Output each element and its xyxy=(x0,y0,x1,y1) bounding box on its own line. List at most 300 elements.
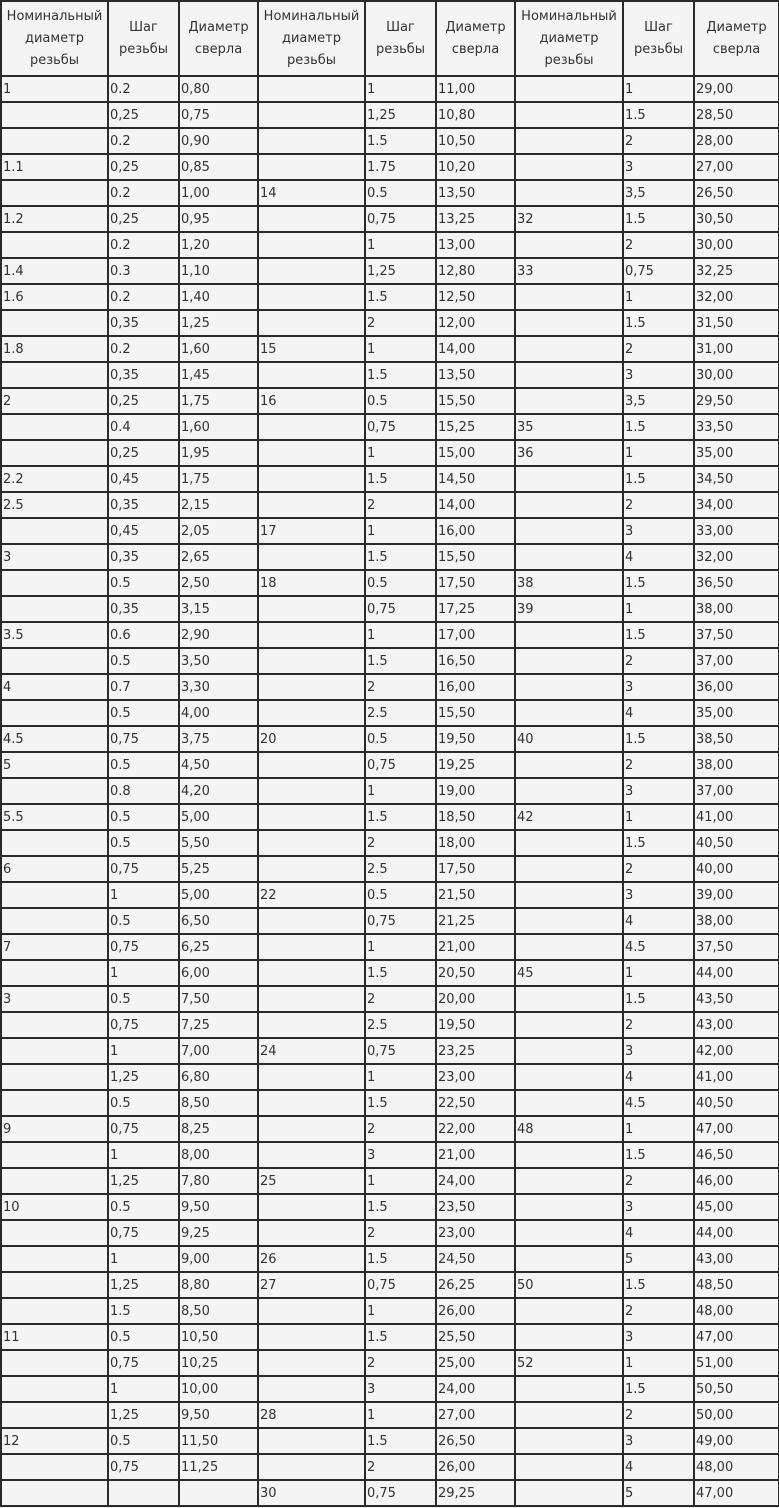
drill-diameter-cell: 21,00 xyxy=(436,1142,515,1168)
drill-diameter-cell: 12,50 xyxy=(436,284,515,310)
nominal-diameter-cell: 25 xyxy=(258,1168,365,1194)
nominal-diameter-cell xyxy=(515,518,623,544)
nominal-diameter-cell: 52 xyxy=(515,1350,623,1376)
nominal-diameter-cell: 14 xyxy=(258,180,365,206)
table-row xyxy=(1,1428,779,1454)
nominal-diameter-cell xyxy=(258,1454,365,1480)
nominal-diameter-cell: 50 xyxy=(515,1272,623,1298)
thread-pitch-cell: 0,75 xyxy=(365,596,436,622)
nominal-diameter-cell xyxy=(515,934,623,960)
thread-pitch-cell: 0.5 xyxy=(108,648,179,674)
drill-diameter-cell: 49,00 xyxy=(694,1428,779,1454)
thread-pitch-cell: 4 xyxy=(623,1220,694,1246)
table-row xyxy=(1,1480,779,1506)
drill-diameter-cell: 8,25 xyxy=(179,1116,258,1142)
drill-diameter-cell: 23,50 xyxy=(436,1194,515,1220)
nominal-diameter-cell xyxy=(1,830,108,856)
drill-diameter-cell: 22,00 xyxy=(436,1116,515,1142)
thread-pitch-cell: 1.5 xyxy=(623,466,694,492)
thread-pitch-cell: 0.4 xyxy=(108,414,179,440)
nominal-diameter-cell xyxy=(515,232,623,258)
nominal-diameter-cell xyxy=(258,466,365,492)
header-drill-diameter-1: Диаметр сверла xyxy=(179,1,258,76)
thread-pitch-cell: 1.5 xyxy=(365,544,436,570)
nominal-diameter-cell: 1.4 xyxy=(1,258,108,284)
drill-diameter-cell: 15,50 xyxy=(436,700,515,726)
table-row xyxy=(1,778,779,804)
nominal-diameter-cell xyxy=(1,1220,108,1246)
nominal-diameter-cell: 33 xyxy=(515,258,623,284)
thread-pitch-cell: 2 xyxy=(623,1012,694,1038)
table-row xyxy=(1,440,779,466)
thread-pitch-cell: 0.5 xyxy=(365,180,436,206)
nominal-diameter-cell: 5 xyxy=(1,752,108,778)
thread-pitch-cell: 0.5 xyxy=(108,700,179,726)
nominal-diameter-cell xyxy=(515,1090,623,1116)
nominal-diameter-cell xyxy=(258,752,365,778)
drill-diameter-cell: 23,00 xyxy=(436,1220,515,1246)
thread-pitch-cell: 2 xyxy=(623,232,694,258)
thread-pitch-cell: 1.5 xyxy=(365,1428,436,1454)
drill-diameter-cell: 17,00 xyxy=(436,622,515,648)
drill-diameter-cell: 7,25 xyxy=(179,1012,258,1038)
thread-pitch-cell: 0.5 xyxy=(108,908,179,934)
nominal-diameter-cell: 20 xyxy=(258,726,365,752)
table-row xyxy=(1,128,779,154)
drill-diameter-cell: 1,20 xyxy=(179,232,258,258)
thread-pitch-cell: 5 xyxy=(623,1246,694,1272)
drill-diameter-cell: 4,50 xyxy=(179,752,258,778)
nominal-diameter-cell xyxy=(515,154,623,180)
nominal-diameter-cell xyxy=(1,1246,108,1272)
nominal-diameter-cell: 1 xyxy=(1,76,108,102)
nominal-diameter-cell xyxy=(515,674,623,700)
thread-pitch-cell: 0,75 xyxy=(623,258,694,284)
drill-diameter-cell: 22,50 xyxy=(436,1090,515,1116)
thread-pitch-cell: 0,75 xyxy=(365,752,436,778)
thread-pitch-cell: 1.5 xyxy=(623,1272,694,1298)
drill-diameter-cell: 47,00 xyxy=(694,1116,779,1142)
table-row xyxy=(1,934,779,960)
thread-pitch-cell: 1 xyxy=(108,1376,179,1402)
thread-pitch-cell: 1 xyxy=(365,518,436,544)
drill-diameter-cell: 7,80 xyxy=(179,1168,258,1194)
nominal-diameter-cell xyxy=(258,544,365,570)
thread-pitch-cell: 0.5 xyxy=(108,986,179,1012)
thread-pitch-cell: 0,75 xyxy=(365,1038,436,1064)
thread-pitch-cell: 0,75 xyxy=(365,1272,436,1298)
table-row xyxy=(1,882,779,908)
header-thread-pitch-2: Шаг резьбы xyxy=(365,1,436,76)
drill-diameter-cell: 13,50 xyxy=(436,362,515,388)
drill-diameter-cell: 0,90 xyxy=(179,128,258,154)
drill-diameter-cell: 9,50 xyxy=(179,1194,258,1220)
nominal-diameter-cell xyxy=(258,128,365,154)
nominal-diameter-cell xyxy=(515,466,623,492)
drill-diameter-cell: 17,25 xyxy=(436,596,515,622)
nominal-diameter-cell: 22 xyxy=(258,882,365,908)
drill-diameter-cell: 40,50 xyxy=(694,1090,779,1116)
nominal-diameter-cell xyxy=(515,1142,623,1168)
drill-diameter-cell: 3,75 xyxy=(179,726,258,752)
thread-pitch-cell: 3 xyxy=(623,1324,694,1350)
thread-pitch-cell: 3,5 xyxy=(623,180,694,206)
nominal-diameter-cell: 18 xyxy=(258,570,365,596)
drill-diameter-cell: 50,00 xyxy=(694,1402,779,1428)
nominal-diameter-cell xyxy=(258,1142,365,1168)
thread-pitch-cell: 0,75 xyxy=(365,414,436,440)
drill-diameter-cell: 19,25 xyxy=(436,752,515,778)
nominal-diameter-cell xyxy=(258,1428,365,1454)
thread-pitch-cell: 0.5 xyxy=(365,882,436,908)
nominal-diameter-cell xyxy=(1,1142,108,1168)
nominal-diameter-cell xyxy=(515,908,623,934)
thread-pitch-cell: 0,35 xyxy=(108,310,179,336)
drill-diameter-cell: 8,80 xyxy=(179,1272,258,1298)
thread-pitch-cell: 0,75 xyxy=(108,1116,179,1142)
nominal-diameter-cell xyxy=(1,1064,108,1090)
drill-diameter-cell: 6,80 xyxy=(179,1064,258,1090)
nominal-diameter-cell xyxy=(1,1480,108,1506)
nominal-diameter-cell xyxy=(515,1220,623,1246)
nominal-diameter-cell xyxy=(515,830,623,856)
nominal-diameter-cell xyxy=(515,388,623,414)
nominal-diameter-cell: 30 xyxy=(258,1480,365,1506)
thread-pitch-cell: 4 xyxy=(623,1064,694,1090)
nominal-diameter-cell xyxy=(258,232,365,258)
nominal-diameter-cell xyxy=(258,1324,365,1350)
drill-diameter-cell: 30,00 xyxy=(694,362,779,388)
nominal-diameter-cell: 4.5 xyxy=(1,726,108,752)
thread-pitch-cell: 2.5 xyxy=(365,856,436,882)
thread-pitch-cell: 0,45 xyxy=(108,466,179,492)
nominal-diameter-cell xyxy=(258,414,365,440)
thread-pitch-cell: 2 xyxy=(623,752,694,778)
nominal-diameter-cell xyxy=(258,1220,365,1246)
nominal-diameter-cell xyxy=(258,778,365,804)
thread-pitch-cell: 2 xyxy=(623,1402,694,1428)
nominal-diameter-cell xyxy=(515,1428,623,1454)
drill-diameter-cell: 47,00 xyxy=(694,1324,779,1350)
thread-pitch-cell: 3 xyxy=(623,778,694,804)
table-row xyxy=(1,1246,779,1272)
drill-diameter-cell: 13,50 xyxy=(436,180,515,206)
nominal-diameter-cell xyxy=(258,1116,365,1142)
thread-pitch-cell: 1 xyxy=(623,596,694,622)
nominal-diameter-cell: 11 xyxy=(1,1324,108,1350)
nominal-diameter-cell xyxy=(1,908,108,934)
nominal-diameter-cell xyxy=(1,1350,108,1376)
drill-diameter-cell: 15,50 xyxy=(436,544,515,570)
drill-diameter-cell: 16,50 xyxy=(436,648,515,674)
drill-diameter-cell: 41,00 xyxy=(694,804,779,830)
drill-diameter-cell: 31,00 xyxy=(694,336,779,362)
nominal-diameter-cell xyxy=(515,648,623,674)
table-row xyxy=(1,726,779,752)
nominal-diameter-cell: 3 xyxy=(1,986,108,1012)
drill-diameter-cell: 1,95 xyxy=(179,440,258,466)
nominal-diameter-cell xyxy=(515,856,623,882)
nominal-diameter-cell xyxy=(1,180,108,206)
nominal-diameter-cell xyxy=(258,1298,365,1324)
nominal-diameter-cell xyxy=(258,1376,365,1402)
nominal-diameter-cell: 7 xyxy=(1,934,108,960)
nominal-diameter-cell: 2 xyxy=(1,388,108,414)
thread-pitch-cell: 2 xyxy=(623,128,694,154)
thread-pitch-cell: 1 xyxy=(365,1064,436,1090)
drill-diameter-cell: 28,00 xyxy=(694,128,779,154)
nominal-diameter-cell xyxy=(1,1090,108,1116)
header-drill-diameter-2: Диаметр сверла xyxy=(436,1,515,76)
thread-pitch-cell: 1.5 xyxy=(623,570,694,596)
table-row xyxy=(1,908,779,934)
nominal-diameter-cell xyxy=(515,1246,623,1272)
table-row xyxy=(1,154,779,180)
thread-pitch-cell: 2 xyxy=(623,648,694,674)
nominal-diameter-cell xyxy=(515,752,623,778)
drill-diameter-cell: 7,50 xyxy=(179,986,258,1012)
table-row xyxy=(1,310,779,336)
nominal-diameter-cell xyxy=(1,102,108,128)
drill-diameter-cell: 21,25 xyxy=(436,908,515,934)
drill-diameter-cell: 10,80 xyxy=(436,102,515,128)
thread-pitch-cell: 1,25 xyxy=(108,1168,179,1194)
table-row xyxy=(1,570,779,596)
drill-diameter-cell: 7,00 xyxy=(179,1038,258,1064)
drill-diameter-cell: 2,05 xyxy=(179,518,258,544)
drill-diameter-cell: 15,00 xyxy=(436,440,515,466)
thread-pitch-cell: 1 xyxy=(108,1246,179,1272)
nominal-diameter-cell xyxy=(1,778,108,804)
nominal-diameter-cell xyxy=(258,700,365,726)
thread-pitch-cell: 1 xyxy=(365,778,436,804)
thread-pitch-cell: 1.5 xyxy=(365,1090,436,1116)
header-thread-pitch-3: Шаг резьбы xyxy=(623,1,694,76)
nominal-diameter-cell xyxy=(1,1038,108,1064)
nominal-diameter-cell xyxy=(515,1298,623,1324)
thread-pitch-cell: 1 xyxy=(365,1168,436,1194)
drill-diameter-cell: 33,00 xyxy=(694,518,779,544)
drill-diameter-cell: 11,25 xyxy=(179,1454,258,1480)
thread-pitch-cell: 0,75 xyxy=(108,934,179,960)
drill-diameter-cell: 3,50 xyxy=(179,648,258,674)
nominal-diameter-cell xyxy=(515,1376,623,1402)
nominal-diameter-cell xyxy=(515,882,623,908)
thread-pitch-cell: 4 xyxy=(623,544,694,570)
nominal-diameter-cell xyxy=(258,648,365,674)
nominal-diameter-cell xyxy=(515,1402,623,1428)
table-row xyxy=(1,466,779,492)
table-row xyxy=(1,544,779,570)
drill-diameter-cell: 18,00 xyxy=(436,830,515,856)
drill-diameter-cell: 19,50 xyxy=(436,1012,515,1038)
table-row xyxy=(1,804,779,830)
thread-pitch-cell: 0,35 xyxy=(108,596,179,622)
thread-pitch-cell: 1 xyxy=(365,934,436,960)
thread-pitch-cell: 2 xyxy=(365,310,436,336)
thread-pitch-cell: 1 xyxy=(623,76,694,102)
thread-pitch-cell: 1.5 xyxy=(365,284,436,310)
table-row xyxy=(1,622,779,648)
drill-diameter-cell: 16,00 xyxy=(436,518,515,544)
header-nominal-diameter-3: Номинальный диаметр резьбы xyxy=(515,1,623,76)
drill-diameter-cell: 24,00 xyxy=(436,1376,515,1402)
drill-diameter-cell: 5,50 xyxy=(179,830,258,856)
table-row xyxy=(1,1324,779,1350)
table-row xyxy=(1,830,779,856)
nominal-diameter-cell: 5.5 xyxy=(1,804,108,830)
drill-diameter-cell: 30,00 xyxy=(694,232,779,258)
drill-diameter-cell: 38,50 xyxy=(694,726,779,752)
nominal-diameter-cell: 2.2 xyxy=(1,466,108,492)
thread-pitch-cell: 0,35 xyxy=(108,544,179,570)
thread-pitch-cell: 0,25 xyxy=(108,154,179,180)
thread-pitch-cell: 1 xyxy=(365,1298,436,1324)
drill-diameter-cell: 37,50 xyxy=(694,934,779,960)
nominal-diameter-cell xyxy=(258,1012,365,1038)
drill-diameter-cell: 11,50 xyxy=(179,1428,258,1454)
table-row xyxy=(1,1038,779,1064)
nominal-diameter-cell: 3 xyxy=(1,544,108,570)
drill-diameter-cell: 13,25 xyxy=(436,206,515,232)
nominal-diameter-cell: 1.6 xyxy=(1,284,108,310)
thread-pitch-cell: 3 xyxy=(365,1142,436,1168)
thread-pitch-cell: 3 xyxy=(623,518,694,544)
thread-pitch-cell: 3,5 xyxy=(623,388,694,414)
thread-pitch-cell: 0.5 xyxy=(365,388,436,414)
nominal-diameter-cell xyxy=(515,544,623,570)
nominal-diameter-cell xyxy=(1,128,108,154)
nominal-diameter-cell xyxy=(1,518,108,544)
thread-pitch-cell: 1.5 xyxy=(623,622,694,648)
thread-pitch-cell: 0.5 xyxy=(365,570,436,596)
table-row xyxy=(1,1454,779,1480)
thread-pitch-cell: 0,25 xyxy=(108,440,179,466)
drill-diameter-cell: 1,60 xyxy=(179,336,258,362)
thread-pitch-cell: 0.5 xyxy=(108,1428,179,1454)
nominal-diameter-cell: 27 xyxy=(258,1272,365,1298)
thread-pitch-cell: 1 xyxy=(623,1350,694,1376)
drill-diameter-cell: 17,50 xyxy=(436,570,515,596)
nominal-diameter-cell: 1.2 xyxy=(1,206,108,232)
thread-pitch-cell: 0,75 xyxy=(108,1012,179,1038)
thread-pitch-cell: 1 xyxy=(108,960,179,986)
thread-pitch-cell: 3 xyxy=(623,674,694,700)
nominal-diameter-cell xyxy=(1,440,108,466)
nominal-diameter-cell xyxy=(1,960,108,986)
nominal-diameter-cell xyxy=(258,102,365,128)
nominal-diameter-cell xyxy=(258,856,365,882)
thread-pitch-cell: 1 xyxy=(623,804,694,830)
thread-pitch-cell: 2 xyxy=(365,1350,436,1376)
drill-diameter-cell: 8,50 xyxy=(179,1298,258,1324)
drill-diameter-cell: 9,50 xyxy=(179,1402,258,1428)
nominal-diameter-cell xyxy=(1,648,108,674)
drill-diameter-cell: 40,50 xyxy=(694,830,779,856)
drill-diameter-cell: 21,00 xyxy=(436,934,515,960)
table-row xyxy=(1,1090,779,1116)
nominal-diameter-cell xyxy=(258,596,365,622)
drill-diameter-cell: 28,50 xyxy=(694,102,779,128)
nominal-diameter-cell xyxy=(1,1298,108,1324)
drill-diameter-cell: 39,00 xyxy=(694,882,779,908)
nominal-diameter-cell xyxy=(258,492,365,518)
drill-diameter-cell: 2,15 xyxy=(179,492,258,518)
thread-pitch-cell: 1.5 xyxy=(365,128,436,154)
table-row xyxy=(1,1220,779,1246)
nominal-diameter-cell xyxy=(1,882,108,908)
thread-pitch-cell: 2 xyxy=(365,986,436,1012)
thread-pitch-cell: 2 xyxy=(623,492,694,518)
drill-diameter-cell: 14,00 xyxy=(436,492,515,518)
thread-pitch-cell: 3 xyxy=(623,1038,694,1064)
drill-diameter-cell: 27,00 xyxy=(436,1402,515,1428)
drill-diameter-cell: 21,50 xyxy=(436,882,515,908)
nominal-diameter-cell: 9 xyxy=(1,1116,108,1142)
drill-diameter-cell: 4,00 xyxy=(179,700,258,726)
thread-pitch-cell: 1 xyxy=(623,960,694,986)
drill-diameter-cell: 1,45 xyxy=(179,362,258,388)
thread-pitch-cell: 3 xyxy=(623,882,694,908)
drill-diameter-cell xyxy=(179,1480,258,1506)
thread-pitch-cell: 0.2 xyxy=(108,232,179,258)
drill-diameter-cell: 23,25 xyxy=(436,1038,515,1064)
thread-pitch-cell: 1,25 xyxy=(365,102,436,128)
thread-pitch-cell: 4 xyxy=(623,1454,694,1480)
nominal-diameter-cell xyxy=(258,934,365,960)
thread-pitch-cell: 0,75 xyxy=(108,1454,179,1480)
table-row xyxy=(1,1116,779,1142)
thread-pitch-cell: 4.5 xyxy=(623,934,694,960)
drill-diameter-cell: 8,50 xyxy=(179,1090,258,1116)
thread-pitch-cell: 0.2 xyxy=(108,284,179,310)
nominal-diameter-cell: 1.1 xyxy=(1,154,108,180)
thread-pitch-cell: 0.5 xyxy=(108,830,179,856)
drill-diameter-cell: 41,00 xyxy=(694,1064,779,1090)
thread-pitch-cell xyxy=(108,1480,179,1506)
nominal-diameter-cell: 36 xyxy=(515,440,623,466)
nominal-diameter-cell: 16 xyxy=(258,388,365,414)
table-row xyxy=(1,674,779,700)
nominal-diameter-cell xyxy=(515,1454,623,1480)
thread-pitch-cell: 1.5 xyxy=(623,986,694,1012)
thread-pitch-cell: 0.5 xyxy=(108,570,179,596)
thread-pitch-cell: 0.5 xyxy=(365,726,436,752)
thread-pitch-cell: 1 xyxy=(365,440,436,466)
nominal-diameter-cell xyxy=(1,414,108,440)
nominal-diameter-cell xyxy=(515,336,623,362)
drill-diameter-cell: 0,85 xyxy=(179,154,258,180)
drill-diameter-cell: 1,40 xyxy=(179,284,258,310)
nominal-diameter-cell xyxy=(515,362,623,388)
nominal-diameter-cell xyxy=(258,362,365,388)
nominal-diameter-cell: 40 xyxy=(515,726,623,752)
drill-diameter-cell: 20,00 xyxy=(436,986,515,1012)
nominal-diameter-cell: 26 xyxy=(258,1246,365,1272)
drill-diameter-cell: 1,00 xyxy=(179,180,258,206)
thread-pitch-cell: 4 xyxy=(623,700,694,726)
header-row xyxy=(1,1,779,76)
drill-diameter-cell: 8,00 xyxy=(179,1142,258,1168)
nominal-diameter-cell xyxy=(258,986,365,1012)
drill-diameter-cell: 3,15 xyxy=(179,596,258,622)
drill-diameter-cell: 4,20 xyxy=(179,778,258,804)
drill-diameter-cell: 1,60 xyxy=(179,414,258,440)
drill-diameter-cell: 31,50 xyxy=(694,310,779,336)
drill-diameter-cell: 6,50 xyxy=(179,908,258,934)
header-thread-pitch-1: Шаг резьбы xyxy=(108,1,179,76)
drill-diameter-cell: 37,00 xyxy=(694,648,779,674)
